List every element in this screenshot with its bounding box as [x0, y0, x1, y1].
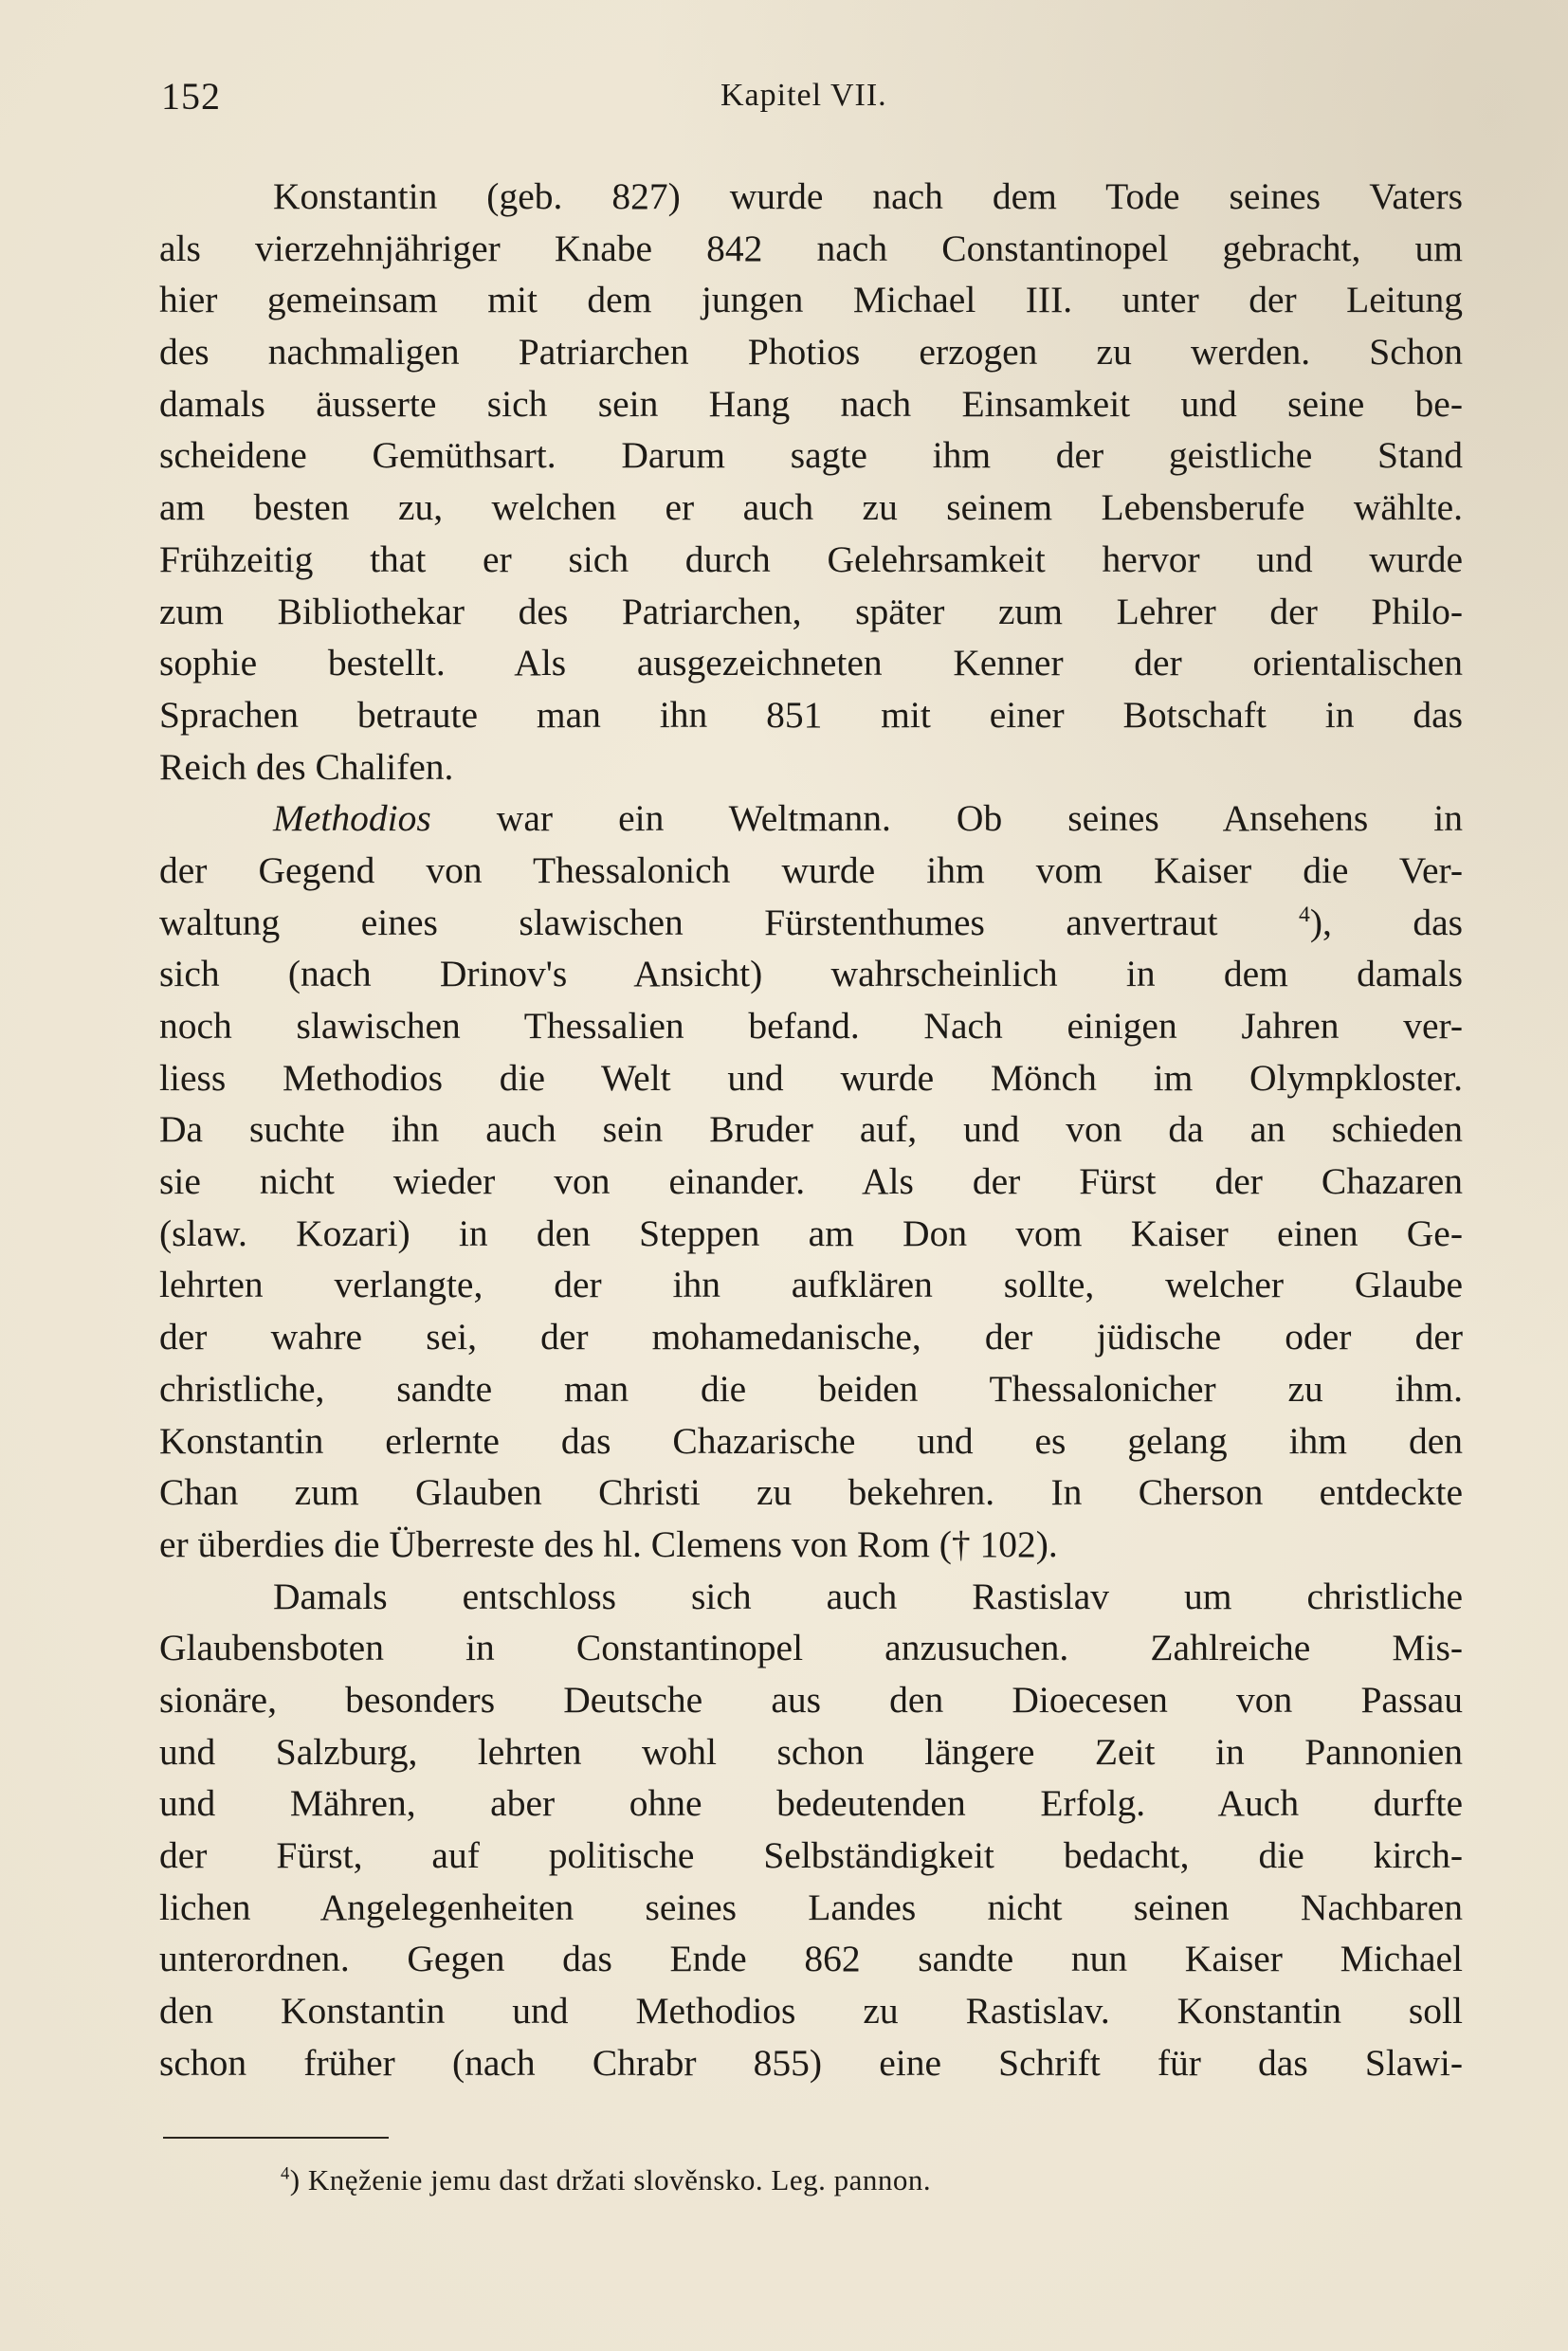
- text-line: Damals entschloss sich auch Rastislav um christliche: [273, 1575, 1463, 1617]
- footnote-reference[interactable]: 4: [1298, 902, 1310, 927]
- text-line: [159, 897, 1463, 949]
- page-number: 152: [161, 75, 221, 118]
- text-line: Frühzeitig that er sich durch Gelehrsamkeit hervor und wurde: [159, 538, 1463, 580]
- text-line: zum Bibliothekar des Patriarchen, später zum Lehrer der Philo-: [159, 590, 1463, 632]
- text-line: Da suchte ihn auch sein Bruder auf, und von da an schieden: [159, 1108, 1463, 1151]
- text-line: den Konstantin und Methodios zu Rastislav. Konstantin soll: [159, 1990, 1463, 2032]
- text-line: und Salzburg, lehrten wohl schon längere Zeit in Pannonien: [159, 1730, 1463, 1773]
- text-run: waltung eines slawischen Fürstenthumes anvertraut: [159, 901, 1218, 943]
- text-line: als vierzehnjähriger Knabe 842 nach Constantinopel gebracht, um: [159, 227, 1463, 269]
- text-line: des nachmaligen Patriarchen Photios erzogen zu werden. Schon: [159, 331, 1463, 374]
- text-line: schon früher (nach Chrabr 855) eine Schrift für das Slawi-: [159, 2041, 1463, 2084]
- text-line: lichen Angelegenheiten seines Landes nicht seinen Nachbaren: [159, 1886, 1463, 1928]
- paragraph-2: [159, 793, 1463, 1570]
- footnote-text: ) Knęženie jemu dast držati slověnsko. Leg. pannon.: [289, 2163, 932, 2196]
- text-line: am besten zu, welchen er auch zu seinem Lebensberufe wählte.: [159, 486, 1463, 529]
- body-text: [159, 171, 1463, 2088]
- text-line: er überdies die Überreste des hl. Clemens von Rom († 102).: [159, 1522, 1058, 1565]
- text-line: sie nicht wieder von einander. Als der Fürst der Chazaren: [159, 1160, 1463, 1203]
- text-line: unterordnen. Gegen das Ende 862 sandte nun Kaiser Michael: [159, 1938, 1463, 1980]
- text-line: sionäre, besonders Deutsche aus den Dioecesen von Passau: [159, 1678, 1463, 1721]
- text-line: (slaw. Kozari) in den Steppen am Don vom Kaiser einen Ge-: [159, 1212, 1463, 1254]
- text-line: Konstantin erlernte das Chazarische und es gelang ihm den: [159, 1419, 1463, 1462]
- footnote: [281, 2163, 931, 2197]
- text-line: Glaubensboten in Constantinopel anzusuchen. Zahlreiche Mis-: [159, 1627, 1463, 1669]
- text-run: ), das: [1309, 901, 1464, 943]
- footnote-marker: 4: [281, 2163, 290, 2184]
- text-line: christliche, sandte man die beiden Thessalonicher zu ihm.: [159, 1367, 1463, 1410]
- running-head: [161, 74, 1469, 131]
- paragraph-1: [159, 171, 1463, 793]
- text-line: sich (nach Drinov's Ansicht) wahrscheinlich in dem damals: [159, 953, 1463, 995]
- text-line: lehrten verlangte, der ihn aufklären sollte, welcher Glaube: [159, 1264, 1463, 1306]
- text-line: [159, 793, 1463, 845]
- footnote-divider: [163, 2137, 389, 2139]
- text-line: damals äusserte sich sein Hang nach Einsamkeit und seine be-: [159, 382, 1463, 425]
- text-line: der Fürst, auf politische Selbständigkeit bedacht, die kirch-: [159, 1834, 1463, 1876]
- text-line: und Mähren, aber ohne bedeutenden Erfolg. Auch durfte: [159, 1782, 1463, 1825]
- text-line: liess Methodios die Welt und wurde Mönch im Olympkloster.: [159, 1056, 1463, 1099]
- text-line: scheidene Gemüthsart. Darum sagte ihm der geistliche Stand: [159, 434, 1463, 477]
- text-line: Konstantin (geb. 827) wurde nach dem Tode seines Vaters: [273, 175, 1463, 217]
- text-line: noch slawischen Thessalien befand. Nach einigen Jahren ver-: [159, 1005, 1463, 1047]
- text-line: hier gemeinsam mit dem jungen Michael III. unter der Leitung: [159, 279, 1463, 321]
- italic-name: Methodios: [273, 797, 431, 840]
- paragraph-3: [159, 1571, 1463, 2089]
- text-line: Chan zum Glauben Christi zu bekehren. In Cherson entdeckte: [159, 1471, 1463, 1514]
- text-line: Reich des Chalifen.: [159, 745, 454, 788]
- chapter-title: Kapitel VII.: [720, 78, 887, 113]
- text-line: sophie bestellt. Als ausgezeichneten Kenner der orientalischen: [159, 642, 1463, 684]
- text-run: war ein Weltmann. Ob seines Ansehens in: [430, 797, 1463, 840]
- text-line: der wahre sei, der mohamedanische, der jüdische oder der: [159, 1316, 1463, 1358]
- text-line: Sprachen betraute man ihn 851 mit einer Botschaft in das: [159, 693, 1463, 736]
- text-line: der Gegend von Thessalonich wurde ihm vom Kaiser die Ver-: [159, 848, 1463, 891]
